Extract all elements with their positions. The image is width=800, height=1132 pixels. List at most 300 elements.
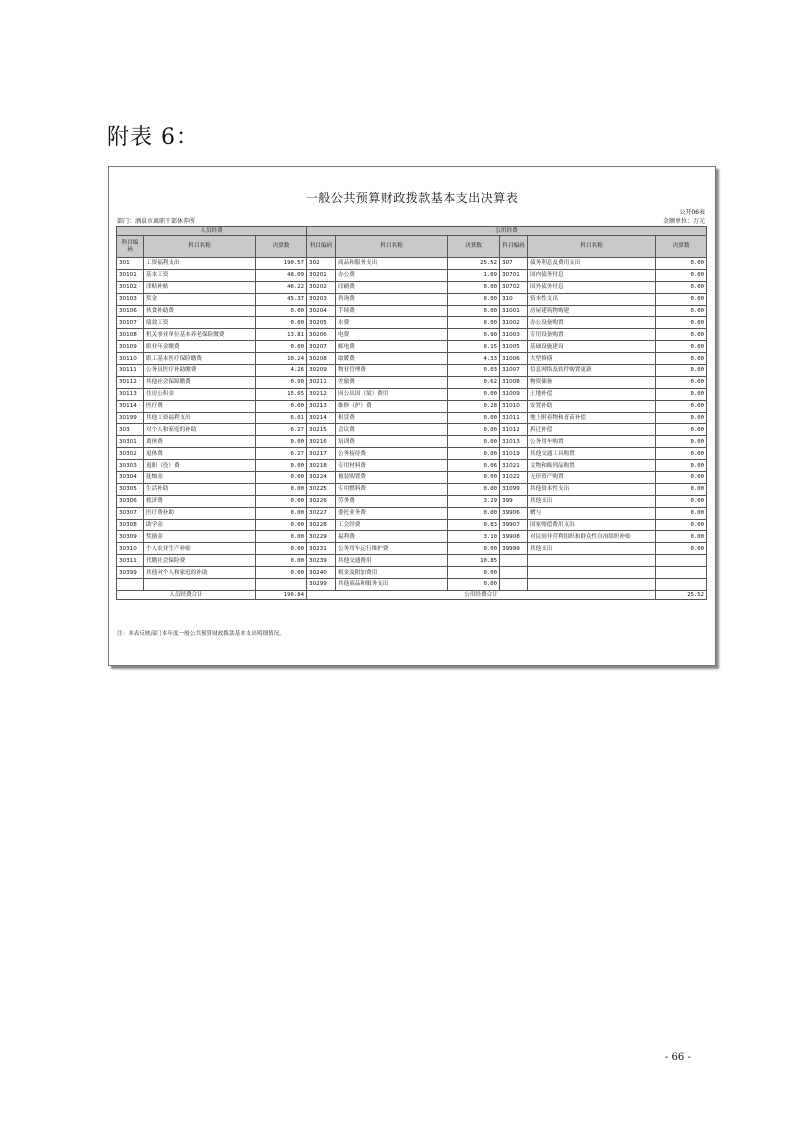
cell-name: 国内债务付息 <box>528 269 656 281</box>
cell-name: 因公出国（境）费用 <box>336 388 448 400</box>
cell-amount: 0.00 <box>656 317 707 329</box>
cell-code: 30113 <box>117 388 144 400</box>
table-row <box>117 448 707 460</box>
cell-amount: 0.00 <box>656 460 707 472</box>
col-amount-3: 决算数 <box>656 236 707 258</box>
cell-amount: 46.22 <box>256 281 307 293</box>
cell-code: 30102 <box>117 281 144 293</box>
report-title: 一般公共预算财政拨款基本支出决算表 <box>305 191 519 205</box>
cell-code: 39907 <box>500 519 528 531</box>
cell-name: 维修（护）费 <box>336 400 448 412</box>
cell-name: 其他对个人和家庭的补助 <box>144 567 256 579</box>
cell-code: 31013 <box>500 436 528 448</box>
cell-name: 退职（役）费 <box>144 460 256 472</box>
table-row <box>117 495 707 507</box>
cell-amount: 0.00 <box>656 388 707 400</box>
cell-name: 其他支出 <box>528 543 656 555</box>
cell-code <box>117 579 144 591</box>
cell-amount: 0.00 <box>448 305 500 317</box>
cell-code: 30211 <box>307 376 336 388</box>
expenditure-table <box>116 226 707 600</box>
cell-name: 住房公积金 <box>144 388 256 400</box>
cell-name: 会议费 <box>336 424 448 436</box>
cell-amount: 0.28 <box>448 400 500 412</box>
cell-name: 个人农业生产补贴 <box>144 543 256 555</box>
table-row <box>117 258 707 270</box>
cell-amount: 0.00 <box>656 258 707 270</box>
cell-name: 印刷费 <box>336 281 448 293</box>
cell-code <box>500 567 528 579</box>
cell-code: 30303 <box>117 460 144 472</box>
cell-name: 安置补助 <box>528 400 656 412</box>
cell-name: 办公设备购置 <box>528 317 656 329</box>
cell-code: 30208 <box>307 353 336 365</box>
cell-name: 拆迁补偿 <box>528 424 656 436</box>
col-name-1: 科目名称 <box>144 236 256 258</box>
table-code: 公开06表 <box>679 209 705 216</box>
col-amount-1: 决算数 <box>256 236 307 258</box>
cell-code: 31021 <box>500 460 528 472</box>
cell-amount: 13.81 <box>256 329 307 341</box>
cell-code: 30239 <box>307 555 336 567</box>
cell-amount <box>656 555 707 567</box>
cell-name: 生活补助 <box>144 483 256 495</box>
cell-amount: 0.00 <box>448 281 500 293</box>
cell-name: 差旅费 <box>336 376 448 388</box>
cell-name: 电费 <box>336 329 448 341</box>
table-row <box>117 317 707 329</box>
cell-name: 离休费 <box>144 436 256 448</box>
cell-name: 房屋建筑物购建 <box>528 305 656 317</box>
cell-amount: 10.24 <box>256 353 307 365</box>
table-row <box>117 507 707 519</box>
col-code-1: 科目编码 <box>117 236 144 258</box>
table-row <box>117 269 707 281</box>
table-row <box>117 519 707 531</box>
attachment-heading: 附表 6： <box>107 125 199 150</box>
page-number: - 66 - <box>665 1052 691 1063</box>
table-row <box>117 472 707 484</box>
cell-amount: 0.00 <box>256 400 307 412</box>
cell-code: 303 <box>117 424 144 436</box>
cell-name: 基本工资 <box>144 269 256 281</box>
cell-amount: 0.00 <box>448 388 500 400</box>
cell-name: 医疗费补助 <box>144 507 256 519</box>
cell-name: 税金及附加费用 <box>336 567 448 579</box>
cell-amount: 0.00 <box>448 472 500 484</box>
cell-name: 奖励金 <box>144 531 256 543</box>
cell-name: 无形资产购置 <box>528 472 656 484</box>
cell-amount: 6.27 <box>256 448 307 460</box>
col-code-2: 科目编码 <box>307 236 336 258</box>
cell-amount: 0.00 <box>656 341 707 353</box>
cell-code: 30310 <box>117 543 144 555</box>
cell-amount: 3.10 <box>448 531 500 543</box>
cell-name: 其他商品和服务支出 <box>336 579 448 591</box>
col-name-3: 科目名称 <box>528 236 656 258</box>
cell-name: 退休费 <box>144 448 256 460</box>
cell-code: 30226 <box>307 495 336 507</box>
cell-name: 被装购置费 <box>336 472 448 484</box>
cell-name: 专用燃料费 <box>336 483 448 495</box>
cell-amount: 0.00 <box>256 472 307 484</box>
cell-code: 30702 <box>500 281 528 293</box>
cell-code: 30114 <box>117 400 144 412</box>
cell-amount: 3.29 <box>448 495 500 507</box>
cell-name: 机关事业单位基本养老保险缴费 <box>144 329 256 341</box>
total-personnel-label: 人员经费合计 <box>117 590 256 599</box>
cell-name: 国家赔偿费用支出 <box>528 519 656 531</box>
cell-amount: 10.85 <box>448 555 500 567</box>
cell-name <box>528 555 656 567</box>
table-row <box>117 483 707 495</box>
cell-code: 30112 <box>117 376 144 388</box>
table-row <box>117 341 707 353</box>
cell-amount: 48.09 <box>256 269 307 281</box>
cell-code: 30109 <box>117 341 144 353</box>
cell-amount: 0.00 <box>656 412 707 424</box>
cell-amount: 0.00 <box>256 531 307 543</box>
cell-amount: 0.00 <box>448 567 500 579</box>
cell-amount: 0.00 <box>448 543 500 555</box>
cell-code: 30101 <box>117 269 144 281</box>
cell-amount: 0.00 <box>256 555 307 567</box>
cell-code: 30302 <box>117 448 144 460</box>
cell-name: 商品和服务支出 <box>336 258 448 270</box>
cell-amount: 0.00 <box>656 531 707 543</box>
cell-code: 31011 <box>500 412 528 424</box>
cell-code: 310 <box>500 293 528 305</box>
group-public: 公用经费 <box>307 227 707 236</box>
table-row <box>117 365 707 377</box>
cell-code: 301 <box>117 258 144 270</box>
cell-code: 31019 <box>500 448 528 460</box>
cell-name: 对个人和家庭的补助 <box>144 424 256 436</box>
cell-code: 30308 <box>117 519 144 531</box>
cell-amount: 0.00 <box>656 424 707 436</box>
cell-amount: 0.00 <box>256 305 307 317</box>
cell-name: 物资储备 <box>528 376 656 388</box>
col-code-3: 科目编码 <box>500 236 528 258</box>
cell-name: 办公费 <box>336 269 448 281</box>
cell-code: 31002 <box>500 317 528 329</box>
cell-code: 30204 <box>307 305 336 317</box>
cell-code: 39999 <box>500 543 528 555</box>
cell-name: 津贴补贴 <box>144 281 256 293</box>
total-public-label: 公用经费合计 <box>307 590 656 599</box>
cell-amount: 0.00 <box>256 317 307 329</box>
cell-amount <box>256 579 307 591</box>
cell-code: 30213 <box>307 400 336 412</box>
cell-name: 水费 <box>336 317 448 329</box>
cell-name <box>528 579 656 591</box>
cell-amount: 0.00 <box>256 567 307 579</box>
cell-amount: 0.90 <box>256 376 307 388</box>
cell-amount: 4.26 <box>256 365 307 377</box>
cell-amount: 0.00 <box>656 269 707 281</box>
table-body <box>117 258 707 591</box>
cell-name: 福利费 <box>336 531 448 543</box>
cell-amount: 0.15 <box>448 341 500 353</box>
cell-name: 委托业务费 <box>336 507 448 519</box>
cell-code: 399 <box>500 495 528 507</box>
cell-name: 抚恤金 <box>144 472 256 484</box>
cell-name: 公务员医疗补助缴费 <box>144 365 256 377</box>
cell-code: 30306 <box>117 495 144 507</box>
table-row <box>117 388 707 400</box>
cell-amount: 0.00 <box>656 448 707 460</box>
cell-code: 30216 <box>307 436 336 448</box>
cell-code: 30304 <box>117 472 144 484</box>
cell-amount: 0.00 <box>256 460 307 472</box>
cell-code: 30111 <box>117 365 144 377</box>
column-header-row <box>117 236 707 258</box>
cell-code: 30106 <box>117 305 144 317</box>
cell-code: 30207 <box>307 341 336 353</box>
cell-name: 文物和陈列品购置 <box>528 460 656 472</box>
cell-amount: 0.00 <box>656 353 707 365</box>
total-row <box>117 590 707 599</box>
table-row <box>117 376 707 388</box>
cell-code: 30299 <box>307 579 336 591</box>
cell-amount: 0.00 <box>256 436 307 448</box>
cell-amount: 0.00 <box>448 483 500 495</box>
cell-amount: 0.00 <box>256 507 307 519</box>
cell-name: 手续费 <box>336 305 448 317</box>
cell-name: 专用材料费 <box>336 460 448 472</box>
cell-name: 国外债务付息 <box>528 281 656 293</box>
cell-name: 医疗费 <box>144 400 256 412</box>
cell-amount: 0.00 <box>448 436 500 448</box>
cell-code: 30218 <box>307 460 336 472</box>
cell-code: 30399 <box>117 567 144 579</box>
table-row <box>117 424 707 436</box>
cell-amount: 4.33 <box>448 353 500 365</box>
cell-code: 39906 <box>500 507 528 519</box>
cell-amount: 0.00 <box>256 341 307 353</box>
cell-amount: 25.52 <box>448 258 500 270</box>
cell-name: 培训费 <box>336 436 448 448</box>
cell-amount: 0.00 <box>656 365 707 377</box>
table-row <box>117 567 707 579</box>
cell-name: 绩效工资 <box>144 317 256 329</box>
cell-amount: 0.00 <box>656 376 707 388</box>
col-name-2: 科目名称 <box>336 236 448 258</box>
cell-code <box>500 555 528 567</box>
cell-name: 其他支出 <box>528 495 656 507</box>
table-row <box>117 400 707 412</box>
total-public-value: 25.52 <box>656 590 707 599</box>
cell-amount: 6.27 <box>256 424 307 436</box>
cell-amount: 0.00 <box>656 472 707 484</box>
total-personnel-value: 196.84 <box>256 590 307 599</box>
cell-name: 咨询费 <box>336 293 448 305</box>
cell-code: 31007 <box>500 365 528 377</box>
cell-name: 劳务费 <box>336 495 448 507</box>
cell-code: 30225 <box>307 483 336 495</box>
cell-amount: 0.00 <box>656 293 707 305</box>
cell-name: 资本性支出 <box>528 293 656 305</box>
cell-amount <box>656 567 707 579</box>
table-row <box>117 436 707 448</box>
cell-code: 307 <box>500 258 528 270</box>
cell-code: 30217 <box>307 448 336 460</box>
cell-name: 公务接待费 <box>336 448 448 460</box>
col-amount-2: 决算数 <box>448 236 500 258</box>
cell-code: 30305 <box>117 483 144 495</box>
table-row <box>117 412 707 424</box>
cell-code: 30301 <box>117 436 144 448</box>
cell-code: 31003 <box>500 329 528 341</box>
cell-name: 其他社会保障缴费 <box>144 376 256 388</box>
table-row <box>117 353 707 365</box>
cell-name: 伙食补助费 <box>144 305 256 317</box>
cell-amount: 0.00 <box>656 436 707 448</box>
cell-amount: 0.00 <box>656 305 707 317</box>
cell-amount: 0.00 <box>448 412 500 424</box>
cell-code: 30228 <box>307 519 336 531</box>
cell-code: 30227 <box>307 507 336 519</box>
cell-amount: 15.65 <box>256 388 307 400</box>
cell-amount: 1.09 <box>448 269 500 281</box>
cell-amount: 0.00 <box>656 400 707 412</box>
cell-amount: 0.03 <box>448 365 500 377</box>
cell-code: 30199 <box>117 412 144 424</box>
cell-name: 信息网络及软件购置更新 <box>528 365 656 377</box>
cell-code: 30224 <box>307 472 336 484</box>
cell-code: 30311 <box>117 555 144 567</box>
cell-code: 302 <box>307 258 336 270</box>
cell-code: 30209 <box>307 365 336 377</box>
cell-amount: 0.62 <box>448 376 500 388</box>
cell-code: 31006 <box>500 353 528 365</box>
cell-code: 31008 <box>500 376 528 388</box>
cell-code: 31009 <box>500 388 528 400</box>
cell-code: 39908 <box>500 531 528 543</box>
cell-name: 其他资本性支出 <box>528 483 656 495</box>
cell-name: 租赁费 <box>336 412 448 424</box>
cell-amount: 0.00 <box>256 483 307 495</box>
table-row <box>117 460 707 472</box>
cell-name: 邮电费 <box>336 341 448 353</box>
cell-amount: 0.83 <box>448 519 500 531</box>
cell-amount: 45.37 <box>256 293 307 305</box>
cell-code: 30240 <box>307 567 336 579</box>
cell-code: 30110 <box>117 353 144 365</box>
cell-name: 其他交通工具购置 <box>528 448 656 460</box>
cell-name: 基础设施建设 <box>528 341 656 353</box>
unit-label: 金额单位：万元 <box>662 218 705 225</box>
cell-name: 代缴社会保险费 <box>144 555 256 567</box>
cell-amount: 0.00 <box>656 329 707 341</box>
cell-name: 救济费 <box>144 495 256 507</box>
cell-code: 31001 <box>500 305 528 317</box>
cell-code: 30307 <box>117 507 144 519</box>
report-frame <box>108 166 716 666</box>
cell-code: 30201 <box>307 269 336 281</box>
cell-amount <box>656 579 707 591</box>
cell-code: 30205 <box>307 317 336 329</box>
cell-code: 31022 <box>500 472 528 484</box>
cell-code: 30202 <box>307 281 336 293</box>
cell-code: 30231 <box>307 543 336 555</box>
cell-amount: 0.00 <box>656 495 707 507</box>
cell-amount: 0.00 <box>448 317 500 329</box>
table-row <box>117 555 707 567</box>
cell-amount: 0.00 <box>256 543 307 555</box>
cell-code: 30229 <box>307 531 336 543</box>
cell-name: 赠与 <box>528 507 656 519</box>
cell-amount: 0.00 <box>256 495 307 507</box>
cell-code: 31005 <box>500 341 528 353</box>
table-row <box>117 281 707 293</box>
cell-name: 奖金 <box>144 293 256 305</box>
cell-name: 债务利息及费用支出 <box>528 258 656 270</box>
table-row <box>117 543 707 555</box>
cell-code: 30309 <box>117 531 144 543</box>
cell-name: 土地补偿 <box>528 388 656 400</box>
cell-amount: 0.90 <box>448 329 500 341</box>
group-header-row <box>117 227 707 236</box>
cell-name: 工资福利支出 <box>144 258 256 270</box>
cell-code <box>500 579 528 591</box>
cell-amount: 0.00 <box>448 424 500 436</box>
cell-amount: 190.57 <box>256 258 307 270</box>
cell-code: 30108 <box>117 329 144 341</box>
cell-amount: 0.00 <box>656 543 707 555</box>
cell-code: 30212 <box>307 388 336 400</box>
cell-name: 对民间非营利组织和群众性自治组织补贴 <box>528 531 656 543</box>
table-row <box>117 531 707 543</box>
cell-name: 其他交通费用 <box>336 555 448 567</box>
cell-code: 30215 <box>307 424 336 436</box>
cell-code: 30701 <box>500 269 528 281</box>
cell-name: 地上附着物和青苗补偿 <box>528 412 656 424</box>
cell-name: 物业管理费 <box>336 365 448 377</box>
table-row <box>117 579 707 591</box>
cell-name: 大型修缮 <box>528 353 656 365</box>
cell-name: 专用设备购置 <box>528 329 656 341</box>
cell-name: 职业年金缴费 <box>144 341 256 353</box>
cell-code: 30203 <box>307 293 336 305</box>
cell-code: 31012 <box>500 424 528 436</box>
cell-code: 31099 <box>500 483 528 495</box>
cell-name: 工会经费 <box>336 519 448 531</box>
cell-name: 助学金 <box>144 519 256 531</box>
department-label: 部门：酒泉市离职干部休养所 <box>117 218 196 225</box>
cell-name <box>144 579 256 591</box>
cell-name: 其他工资福利支出 <box>144 412 256 424</box>
cell-name: 职工基本医疗保险缴费 <box>144 353 256 365</box>
table-note: 注：本表反映部门本年度一般公共预算财政拨款基本支出明细情况。 <box>117 631 285 637</box>
cell-code: 30107 <box>117 317 144 329</box>
cell-code: 30214 <box>307 412 336 424</box>
cell-amount: 0.00 <box>448 448 500 460</box>
cell-code: 30103 <box>117 293 144 305</box>
cell-name: 公务用车运行维护费 <box>336 543 448 555</box>
cell-amount: 0.00 <box>656 483 707 495</box>
cell-name <box>528 567 656 579</box>
cell-amount: 0.00 <box>656 281 707 293</box>
table-row <box>117 305 707 317</box>
cell-amount: 0.00 <box>448 293 500 305</box>
cell-name: 公务用车购置 <box>528 436 656 448</box>
cell-code: 30206 <box>307 329 336 341</box>
cell-amount: 0.00 <box>656 519 707 531</box>
cell-name: 取暖费 <box>336 353 448 365</box>
cell-amount: 0.00 <box>256 519 307 531</box>
table-row <box>117 329 707 341</box>
